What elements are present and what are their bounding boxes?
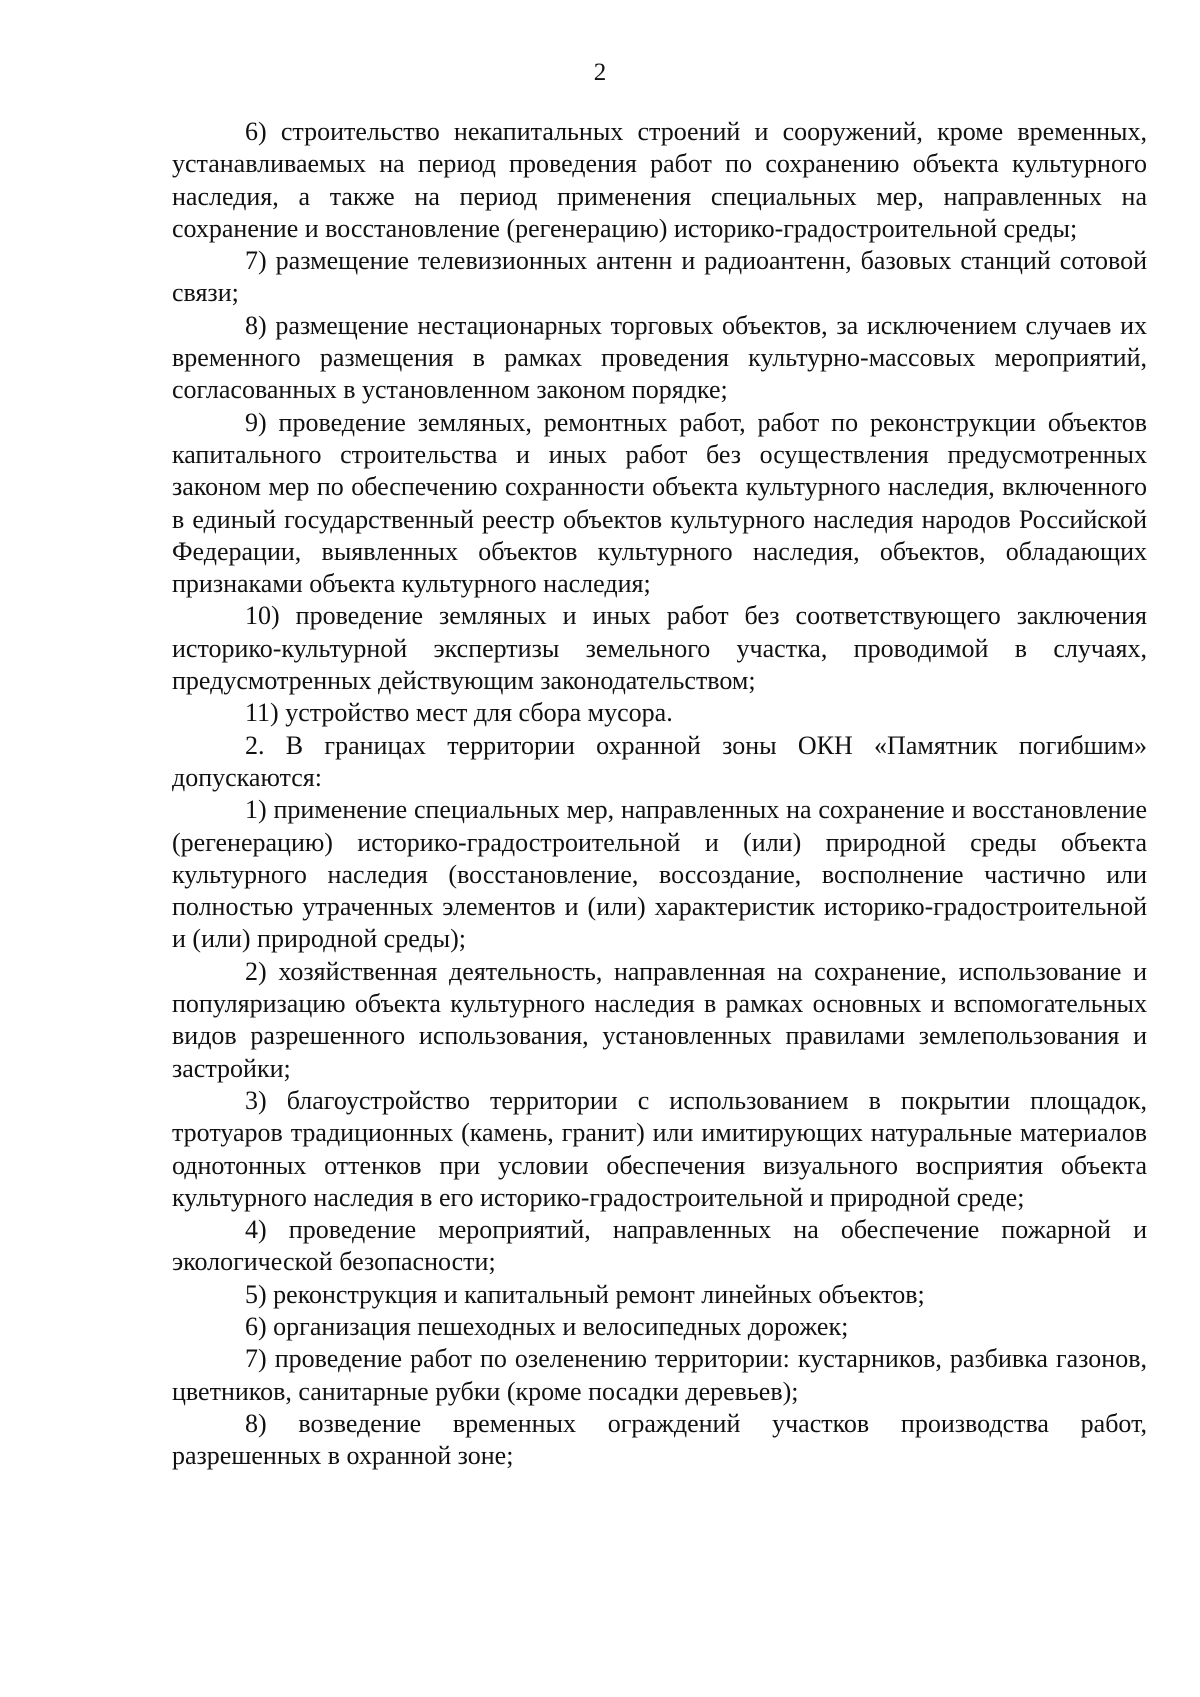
- list-item-8-permitted: 8) возведение временных ограждений участков производства работ, разрешенных в охранной зоне;: [172, 1408, 1147, 1471]
- list-item-1-permitted: 1) применение специальных мер, направленных на сохранение и восстановление (регенерацию) историко-градостроительной и (или) природной среды объекта культурного наследия (восстановление, воссоздание, восполнение частично или полностью утраченных элементов и (или) характеристик историко-градостроительной и (или) природной среды);: [172, 795, 1147, 954]
- list-item-6-permitted: 6) организация пешеходных и велосипедных дорожек;: [245, 1311, 849, 1341]
- list-item-4-permitted: 4) проведение мероприятий, направленных на обеспечение пожарной и экологической безопасности;: [172, 1215, 1147, 1277]
- list-item-7-permitted: 7) проведение работ по озеленению территории: кустарников, разбивка газонов, цветников, санитарные рубки (кроме посадки деревьев);: [172, 1344, 1147, 1406]
- list-item-11-prohibited: 11) устройство мест для сбора мусора.: [245, 698, 673, 728]
- section-2-heading: 2. В границах территории охранной зоны ОКН «Памятник погибшим» допускаются:: [172, 730, 1147, 792]
- list-item-3-permitted: 3) благоустройство территории с использованием в покрытии площадок, тротуаров традиционных (камень, гранит) или имитирующих натуральные материалов однотонных оттенков при условии обеспечения визуального восприятия объекта культурного наследия в его историко-градостроительной и природной среде;: [172, 1085, 1147, 1212]
- page-number: 2: [593, 59, 607, 86]
- list-item-9-prohibited: 9) проведение земляных, ремонтных работ, работ по реконструкции объектов капитального строительства и иных работ без осуществления предусмотренных законом мер по обеспечению сохранности объекта культурного наследия, включенного в единый государственный реестр объектов культурного наследия народов Российской Федерации, выявленных объектов культурного наследия, объектов, обладающих признаками объекта культурного наследия;: [172, 407, 1147, 599]
- list-item-7-prohibited: 7) размещение телевизионных антенн и радиоантенн, базовых станций сотовой связи;: [172, 246, 1147, 308]
- list-item-10-prohibited: 10) проведение земляных и иных работ без соответствующего заключения историко-культурной экспертизы земельного участка, проводимой в случаях, предусмотренных действующим законодательством;: [172, 601, 1147, 696]
- document-body: [172, 116, 1147, 1472]
- list-item-8-prohibited: 8) размещение нестационарных торговых объектов, за исключением случаев их временного размещения в рамках проведения культурно-массовых мероприятий, согласованных в установленном законом порядке;: [172, 310, 1147, 405]
- list-item-2-permitted: 2) хозяйственная деятельность, направленная на сохранение, использование и популяризацию объекта культурного наследия в рамках основных и вспомогательных видов разрешенного использования, установленных правилами землепользования и застройки;: [172, 956, 1147, 1083]
- list-item-6-prohibited: 6) строительство некапитальных строений и сооружений, кроме временных, устанавливаемых на период проведения работ по сохранению объекта культурного наследия, а также на период применения специальных мер, направленных на сохранение и восстановление (регенерацию) историко-градостроительной среды;: [172, 117, 1147, 243]
- list-item-5-permitted: 5) реконструкция и капитальный ремонт линейных объектов;: [245, 1279, 925, 1309]
